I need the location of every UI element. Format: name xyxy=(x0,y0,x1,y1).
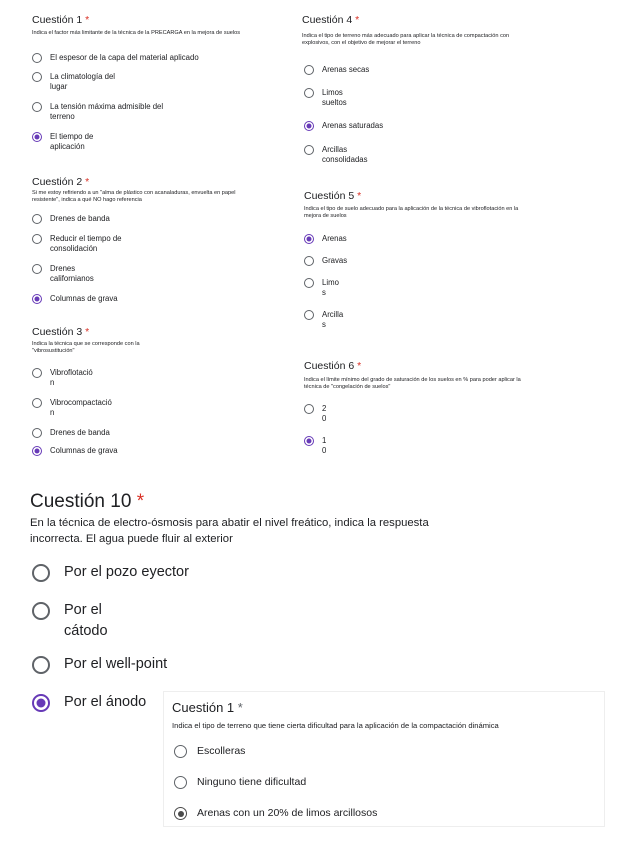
radio-button-checked[interactable] xyxy=(32,694,50,712)
question-description: Indica el tipo de terreno más adecuado para aplicar la técnica de compactación con explosivos, con el objetivo de mejorar el terreno xyxy=(302,33,510,46)
radio-button[interactable] xyxy=(32,368,42,378)
question-description: Indica el factor más limitante de la técnica de la PRECARGA en la mejora de suelos xyxy=(32,30,241,36)
question-title: Cuestión 1 * xyxy=(32,14,90,26)
option-label: Por el well-point xyxy=(64,656,168,672)
radio-option[interactable] xyxy=(32,602,108,642)
radio-option-selected[interactable] xyxy=(32,446,118,456)
radio-button[interactable] xyxy=(304,278,314,288)
option-label: Arcillas consolidadas xyxy=(322,145,368,164)
radio-button-checked[interactable] xyxy=(304,121,314,131)
option-label: Ninguno tiene dificultad xyxy=(197,776,307,788)
radio-option[interactable] xyxy=(32,234,122,254)
radio-option-selected[interactable] xyxy=(304,234,347,244)
option-label: Drenes de banda xyxy=(50,214,110,223)
radio-option[interactable] xyxy=(32,368,93,388)
option-label: Drenes californianos xyxy=(50,264,94,283)
radio-option[interactable] xyxy=(304,278,339,298)
question-description: Indica el límite mínimo del grado de saturación de los suelos en % para poder aplicar la técnica de "congelación de suelos" xyxy=(304,377,521,390)
radio-button[interactable] xyxy=(32,398,42,408)
question-card-3 xyxy=(26,326,278,461)
question-card-1 xyxy=(26,12,278,172)
option-label: Por el cátodo xyxy=(64,602,108,639)
radio-button[interactable] xyxy=(32,72,42,82)
option-label: Columnas de grava xyxy=(50,446,118,455)
question-title: Cuestión 2 * xyxy=(32,176,90,188)
radio-option[interactable] xyxy=(32,428,110,438)
question-title: Cuestión 1 * xyxy=(172,700,243,715)
radio-option-selected[interactable] xyxy=(32,132,93,152)
radio-button[interactable] xyxy=(32,53,42,63)
required-mark: * xyxy=(357,190,362,202)
radio-button[interactable] xyxy=(304,310,314,320)
option-label: 1 0 xyxy=(322,436,327,455)
question-title: Cuestión 5 * xyxy=(304,190,362,202)
radio-button[interactable] xyxy=(32,656,50,674)
question-card-2 xyxy=(26,176,278,311)
radio-option-selected[interactable] xyxy=(174,807,377,820)
radio-option[interactable] xyxy=(304,404,326,424)
option-label: Gravas xyxy=(322,256,348,265)
required-mark: * xyxy=(85,326,90,338)
radio-button[interactable] xyxy=(304,65,314,75)
option-label: Limos sueltos xyxy=(322,88,347,107)
radio-option[interactable] xyxy=(32,656,167,675)
radio-button[interactable] xyxy=(304,404,314,414)
radio-option-selected[interactable] xyxy=(32,294,118,304)
question-card-6 xyxy=(296,356,592,460)
option-label: Por el pozo eyector xyxy=(64,564,189,580)
radio-option[interactable] xyxy=(32,72,115,92)
option-label: Arcilla s xyxy=(322,310,344,329)
question-description: Indica el tipo de terreno que tiene cierta dificultad para la aplicación de la compactación dinámica xyxy=(172,721,499,730)
radio-button-checked[interactable] xyxy=(304,234,314,244)
required-mark: * xyxy=(85,14,90,26)
option-label: Por el ánodo xyxy=(64,694,147,710)
required-mark: * xyxy=(355,14,360,26)
radio-option[interactable] xyxy=(32,53,199,63)
radio-option[interactable] xyxy=(32,102,163,122)
option-label: Vibroflotació n xyxy=(50,368,93,387)
radio-button[interactable] xyxy=(32,428,42,438)
option-label: Limo s xyxy=(322,278,339,297)
radio-button[interactable] xyxy=(32,102,42,112)
radio-button[interactable] xyxy=(32,214,42,224)
radio-option[interactable] xyxy=(32,564,189,583)
question-title: Cuestión 4 * xyxy=(302,14,360,26)
question-description: Si me estoy refiriendo a un "alma de plástico con acanaladuras, envuelta en papel resistente", indica a qué NO hago referencia xyxy=(32,190,236,203)
radio-button[interactable] xyxy=(32,602,50,620)
radio-button[interactable] xyxy=(32,564,50,582)
radio-option[interactable] xyxy=(304,65,369,75)
option-label: Columnas de grava xyxy=(50,294,118,303)
option-label: La climatología del lugar xyxy=(50,72,116,91)
option-label: Drenes de banda xyxy=(50,428,110,437)
option-label: El espesor de la capa del material aplicado xyxy=(50,53,199,62)
option-label: El tiempo de aplicación xyxy=(50,132,94,151)
required-mark: * xyxy=(357,360,362,372)
radio-button[interactable] xyxy=(304,256,314,266)
radio-button-checked[interactable] xyxy=(32,446,42,456)
question-title: Cuestión 6 * xyxy=(304,360,362,372)
radio-option[interactable] xyxy=(304,88,347,108)
option-label: Arenas xyxy=(322,234,347,243)
required-mark: * xyxy=(237,700,243,715)
radio-option-selected[interactable] xyxy=(304,121,383,131)
radio-option[interactable] xyxy=(304,145,368,165)
question-description: Indica la técnica que se corresponde con la "vibrosustitución" xyxy=(32,341,140,354)
radio-button-checked[interactable] xyxy=(32,294,42,304)
question-card-10 xyxy=(14,482,470,718)
radio-option-selected[interactable] xyxy=(32,694,146,713)
question-title: Cuestión 10 * xyxy=(30,491,145,512)
question-description: En la técnica de electro-ósmosis para abatir el nivel freático, indica la respuesta incorrecta. El agua puede fluir al exterior xyxy=(30,517,429,545)
radio-button-checked[interactable] xyxy=(174,807,187,820)
radio-option[interactable] xyxy=(32,264,94,284)
radio-option[interactable] xyxy=(32,398,112,418)
question-card-5 xyxy=(296,186,592,346)
radio-option[interactable] xyxy=(32,214,110,224)
option-label: Arenas secas xyxy=(322,65,370,74)
option-label: 2 0 xyxy=(322,404,327,423)
option-label: Escolleras xyxy=(197,745,246,757)
radio-button[interactable] xyxy=(304,88,314,98)
radio-option[interactable] xyxy=(304,256,347,266)
question-card-4 xyxy=(296,12,592,180)
radio-button-checked[interactable] xyxy=(32,132,42,142)
question-card-1-dynamic xyxy=(164,692,604,826)
radio-option[interactable] xyxy=(304,310,343,330)
option-label: Reducir el tiempo de consolidación xyxy=(50,234,122,253)
radio-button[interactable] xyxy=(304,145,314,155)
radio-option[interactable] xyxy=(174,776,306,789)
radio-button[interactable] xyxy=(174,776,187,789)
option-label: Arenas saturadas xyxy=(322,121,384,130)
option-label: Vibrocompactació n xyxy=(50,398,112,417)
option-label: Arenas con un 20% de limos arcillosos xyxy=(197,807,378,819)
radio-option-selected[interactable] xyxy=(304,436,326,456)
radio-button[interactable] xyxy=(32,234,42,244)
radio-button-checked[interactable] xyxy=(304,436,314,446)
required-mark: * xyxy=(136,491,145,512)
option-label: La tensión máxima admisible del terreno xyxy=(50,102,164,121)
radio-button[interactable] xyxy=(32,264,42,274)
question-description: Indica el tipo de suelo adecuado para la aplicación de la técnica de vibroflotación en la mejora de suelos xyxy=(304,206,519,219)
required-mark: * xyxy=(85,176,90,188)
question-title: Cuestión 3 * xyxy=(32,326,90,338)
radio-option[interactable] xyxy=(174,745,245,758)
radio-button[interactable] xyxy=(174,745,187,758)
